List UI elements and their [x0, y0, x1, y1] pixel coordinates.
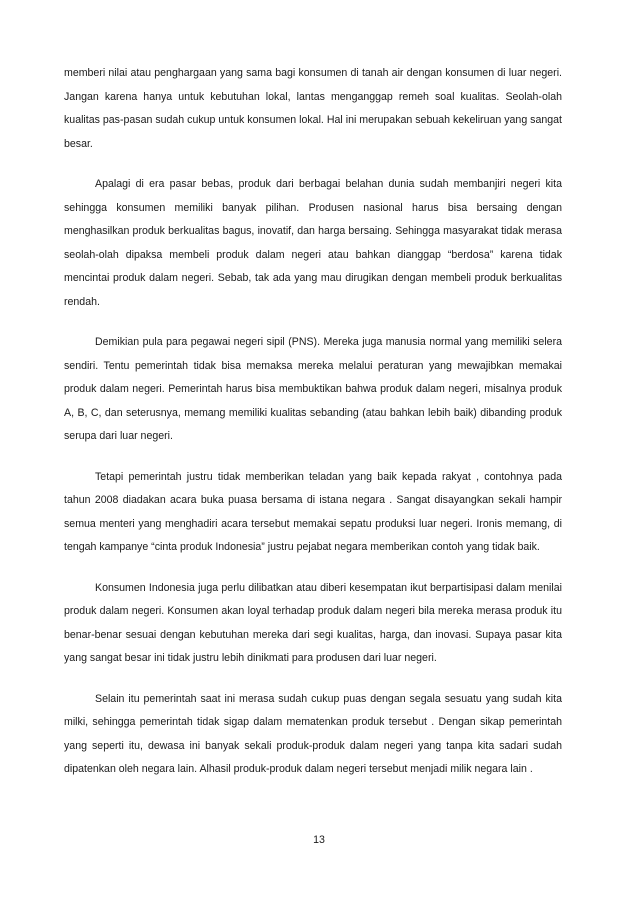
paragraph: Apalagi di era pasar bebas, produk dari berbagai belahan dunia sudah membanjiri negeri kita sehingga konsumen memiliki banyak pilihan. Produsen nasional harus bisa bersaing dengan menghasilkan produk berkualitas bagus, inovatif, dan harga bersaing. Sehingga masyarakat tidak merasa seolah-olah dipaksa membeli produk dalam negeri atau bahkan dianggap “berdosa” karena tidak mencintai produk dalam negeri. Sebab, tak ada yang mau dirugikan dengan membeli produk berkualitas rendah.	[64, 178, 562, 308]
document-body	[64, 62, 562, 799]
paragraph: Demikian pula para pegawai negeri sipil (PNS). Mereka juga manusia normal yang memiliki selera sendiri. Tentu pemerintah tidak bisa memaksa mereka melalui peraturan yang mewajibkan memakai produk dalam negeri. Pemerintah harus bisa membuktikan bahwa produk dalam negeri, misalnya produk A, B, C, dan seterusnya, memang memiliki kualitas sebanding (atau bahkan lebih baik) dibanding produk serupa dari luar negeri.	[64, 336, 562, 442]
paragraph-continuation: memberi nilai atau penghargaan yang sama bagi konsumen di tanah air dengan konsumen di luar negeri. Jangan karena hanya untuk kebutuhan lokal, lantas menganggap remeh soal kualitas. Seolah-olah kualitas pas-pasan sudah cukup untuk konsumen lokal. Hal ini merupakan sebuah kekeliruan yang sangat besar.	[64, 67, 562, 150]
paragraph: Selain itu pemerintah saat ini merasa sudah cukup puas dengan segala sesuatu yang sudah kita milki, sehingga pemerintah tidak sigap dalam mematenkan produk tersebut . Dengan sikap pemerintah yang seperti itu, dewasa ini banyak sekali produk-produk dalam negeri yang tanpa kita sadari sudah dipatenkan oleh negara lain. Alhasil produk-produk dalam negeri tersebut menjadi milik negara lain .	[64, 692, 562, 775]
page-number: 13	[313, 834, 325, 846]
paragraph: Konsumen Indonesia juga perlu dilibatkan atau diberi kesempatan ikut berpartisipasi dalam menilai produk dalam negeri. Konsumen akan loyal terhadap produk dalam negeri bila mereka merasa produk itu benar-benar sesuai dengan kebutuhan mereka dari segi kualitas, harga, dan inovasi. Supaya pasar kita yang sangat besar ini tidak justru lebih dinikmati para produsen dari luar negeri.	[64, 581, 562, 664]
paragraph: Tetapi pemerintah justru tidak memberikan teladan yang baik kepada rakyat , contohnya pada tahun 2008 diadakan acara buka puasa bersama di istana negara . Sangat disayangkan sekali hampir semua menteri yang menghadiri acara tersebut memakai sepatu produksi luar negeri. Ironis memang, di tengah kampanye “cinta produk Indonesia” justru pejabat negara memberikan contoh yang tidak baik.	[64, 470, 562, 553]
